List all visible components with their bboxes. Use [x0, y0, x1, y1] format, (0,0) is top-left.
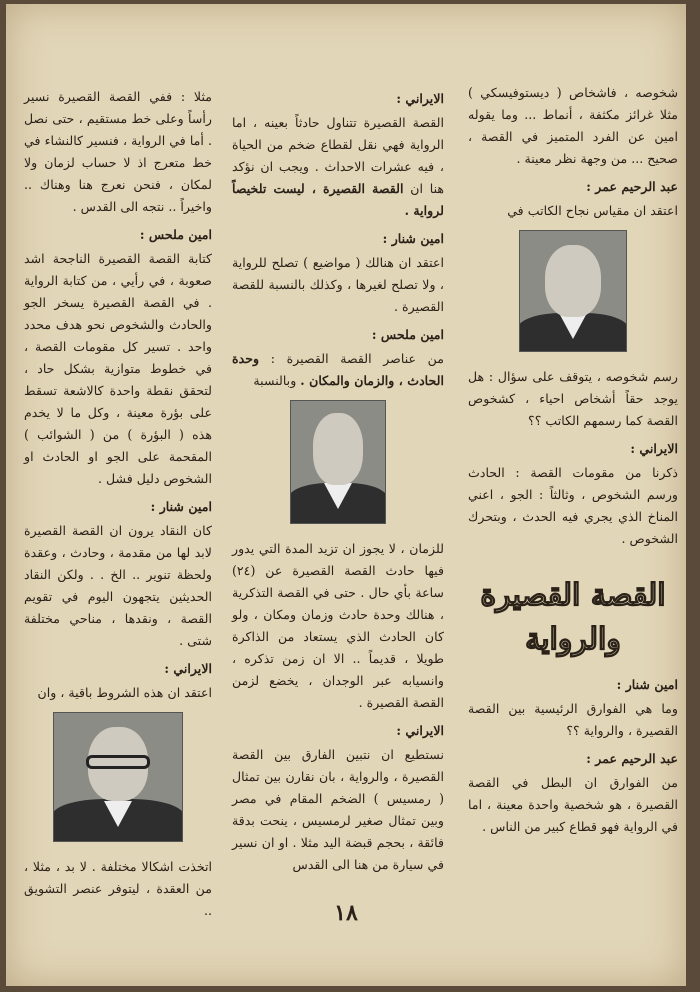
paragraph: شخوصه ، فاشخاص ( ديستوفيسكي ) مثلا غرائز مكثفة ، أنماط ... وما يقوله امين عن الفرد المتميز في القصة ، صحيح ... من وجهة نظر معينة .: [468, 85, 678, 166]
paragraph: اعتقد ان مقياس نجاح الكاتب في: [507, 203, 678, 218]
paragraph-bold-text: وحدة الحادث ، والزمان والمكان .: [232, 351, 444, 388]
page-number: ١٨: [334, 900, 358, 926]
magazine-page: [6, 4, 686, 986]
paragraph: [232, 348, 444, 392]
paragraph-bold-text: القصة القصيرة ، ليست تلخيصاً لرواية .: [232, 181, 444, 218]
speaker-name: الايراني :: [630, 441, 678, 456]
paragraph: للزمان ، لا يجوز ان تزيد المدة التي يدور فيها حادث القصة القصيرة عن (٢٤) ساعة بأي حال . حتى في القصة التذكرية ، هنالك وحدة حادث وزمان ومكان ، ولو كان الحادث الذي يستعاد من الذاكرة طويلا ، قديماً .. الا ان زمن تذكره ، وانسيابه عبر الوجدان ، يخضع لزمن القصة القصيرة .: [232, 541, 444, 710]
paragraph: رسم شخوصه ، يتوقف على سؤال : هل يوجد حقاً أشخاص احياء ، كشخوص القصة كما رسمهم الكاتب ؟؟: [468, 369, 678, 428]
speaker-name: الايراني :: [396, 91, 444, 106]
paragraph-text: القصة القصيرة تتناول حادثاً بعينه ، اما الرواية فهي نقل لقطاع ضخم من الحياة ، فيه عشرات الاحداث . ويجب ان نؤكد هنا ان: [232, 115, 445, 196]
section-title-line: والرواية: [525, 622, 621, 657]
paragraph: وما هي الفوارق الرئيسية بين القصة القصيرة ، والرواية ؟؟: [468, 701, 678, 738]
paragraph: ذكرنا من مقومات القصة : الحادث ورسم الشخوص ، وثالثاً : الجو ، اعني المناخ الذي يجري فيه الحدث ، وبتحرك الشخوص .: [468, 465, 678, 546]
paragraph: من الفوارق ان البطل في القصة القصيرة ، هو شخصية واحدة معينة ، اما في الرواية فهو قطاع كبير من الناس .: [468, 775, 678, 834]
speaker-name: عبد الرحيم عمر :: [586, 179, 678, 194]
speaker-name: الايراني :: [396, 723, 444, 738]
paragraph: كان النقاد يرون ان القصة القصيرة لابد لها من مقدمة ، وحادث ، وعقدة ولحظة تنوير .. الخ . . ولكن النقاد الحديثين يتجهون اليوم في تقويم القصة ، ونقدها ، مناحي مختلفة شتى .: [24, 523, 212, 648]
section-title-line: القصة القصيرة: [480, 578, 666, 613]
speaker-name: امين شنار :: [150, 499, 212, 514]
paragraph: مثلا : ففي القصة القصيرة نسير رأساً وعلى خط مستقيم ، حتى نصل . أما في الرواية ، فنسير كالنشاء في خط متعرج اذ لا حساب لزمان ولا لمكان ، فنحن نعرج هنا وهناك .. واخيراً .. نتجه الى القدس .: [24, 89, 212, 214]
paragraph-text: وبالنسبة: [253, 373, 297, 388]
speaker-name: امين ملحس :: [139, 227, 212, 242]
left-column: [24, 86, 212, 926]
middle-column: [232, 82, 444, 880]
portrait-photo-3: [53, 712, 183, 842]
right-column: [468, 82, 678, 842]
speaker-name: امين ملحس :: [371, 327, 444, 342]
paragraph: اعتقد ان هنالك ( مواضيع ) تصلح للرواية ، ولا تصلح لغيرها ، وكذلك بالنسبة للقصة القصيرة .: [232, 255, 444, 314]
speaker-name: امين شنار :: [616, 677, 678, 692]
section-title: [468, 574, 678, 662]
speaker-name: الايراني :: [164, 661, 212, 676]
paragraph: [232, 112, 444, 222]
paragraph: اتخذت اشكالا مختلفة . لا بد ، مثلا ، من العقدة ، ليتوفر عنصر التشويق ..: [24, 859, 212, 918]
paragraph: اعتقد ان هذه الشروط باقية ، وان: [37, 685, 212, 700]
speaker-name: امين شنار :: [382, 231, 444, 246]
portrait-photo-2: [290, 400, 386, 524]
paragraph: نستطيع ان نتبين الفارق بين القصة القصيرة ، والرواية ، بان نقارن بين تمثال ( رمسيس ) الضخم المقام في مصر وبين تمثال صغير لرمسيس ، ينحت بدقة فائقة ، بحجم قبضة اليد مثلا . او ان نسير في سيارة من هنا الى القدس: [232, 747, 444, 872]
paragraph-text: من عناصر القصة القصيرة :: [270, 351, 444, 366]
speaker-name: عبد الرحيم عمر :: [586, 751, 678, 766]
paragraph: كتابة القصة القصيرة الناجحة اشد صعوبة ، في رأيي ، من كتابة الرواية . في القصة القصيرة يسخر الجو والحادث والشخوص نحو هدف محدد واحد . تسير كل مقومات القصة ، في خطوط متوازية بشكل حاد ، لتحقق نقطة واحدة كالاشعة تسقط على بؤرة معينة ، وكل ما لا يخدم هذه ( البؤرة ) من ( الشوائب ) المقحمة على الجو او الحادث او الشخوص دليل فشل .: [24, 251, 212, 486]
portrait-photo-1: [519, 230, 627, 352]
